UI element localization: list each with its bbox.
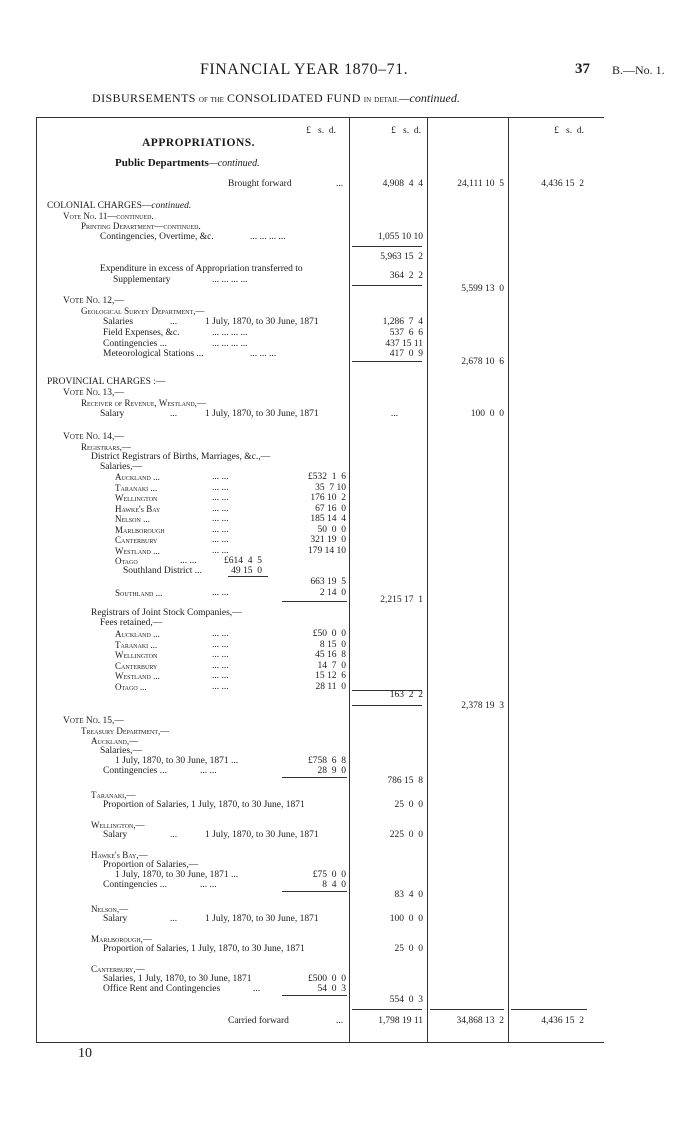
- subtitle-fund: CONSOLIDATED FUND: [226, 91, 361, 105]
- geo-contingencies: Contingencies ...: [103, 339, 167, 349]
- row-amount: 67 16 0: [315, 503, 346, 514]
- hawkes-period: 1 July, 1870, to 30 June, 1871 ...: [115, 870, 239, 880]
- auckland-contingencies-amt: 28 9 0: [317, 766, 346, 776]
- subtitle-main: DISBURSEMENTS: [92, 91, 196, 105]
- row-name: Auckland ...: [115, 629, 160, 639]
- rule: [511, 1009, 587, 1010]
- canterbury-total: 554 0 3: [389, 995, 423, 1005]
- dots: ... ...: [212, 629, 229, 639]
- canterbury-heading: Canterbury,—: [91, 964, 145, 974]
- dots: ... ... ... ...: [250, 232, 286, 242]
- row-amount: 185 14 4: [310, 514, 346, 524]
- meteorological-amt: 417 0 9: [389, 349, 423, 359]
- subtitle-of: of the: [198, 94, 224, 105]
- receiver-of-revenue: Receiver of Revenue, Westland,—: [81, 398, 206, 408]
- dots: ... ...: [212, 535, 229, 545]
- canterbury-salaries-amt: £500 0 0: [308, 974, 346, 984]
- column-header-2: £ s. d.: [391, 126, 421, 136]
- brought-forward-c3: 4,436 15 2: [541, 179, 584, 189]
- dots: ... ...: [212, 545, 229, 556]
- carried-forward-c2: 34,868 13 2: [456, 1016, 504, 1026]
- dots: ...: [170, 830, 178, 840]
- dots: ...: [170, 914, 178, 924]
- subtitle-detail: detail: [374, 94, 399, 105]
- field-expenses-amt: 537 6 6: [389, 328, 423, 338]
- row-amount: 179 14 10: [308, 545, 346, 556]
- contingencies-overtime: Contingencies, Overtime, &c.: [100, 232, 214, 242]
- row-amount: 28 11 0: [315, 681, 346, 692]
- canterbury-salaries: Salaries, 1 July, 1870, to 30 June, 1871: [103, 974, 252, 984]
- dots: ... ...: [200, 766, 217, 776]
- dots: ...: [336, 1016, 344, 1026]
- geo-salaries-period: 1 July, 1870, to 30 June, 1871: [205, 317, 319, 327]
- row-name: Nelson ...: [115, 514, 150, 524]
- rule: [228, 576, 268, 577]
- dots: ... ...: [212, 472, 229, 482]
- dots: ... ...: [212, 681, 229, 692]
- taranaki-line: Proportion of Salaries, 1 July, 1870, to 30 June, 1871: [103, 800, 305, 810]
- hawkes-salaries-amt: £75 0 0: [312, 870, 346, 880]
- rule: [282, 601, 347, 602]
- auckland-period: 1 July, 1870, to 30 June, 1871 ...: [115, 756, 239, 766]
- rule: [282, 777, 347, 778]
- appropriations-heading: APPROPRIATIONS.: [142, 137, 256, 149]
- excess-amt: 364 2 2: [389, 271, 423, 281]
- receiver-c1: ...: [390, 409, 398, 419]
- hawkes-total: 83 4 0: [394, 890, 423, 900]
- dots: ... ... ...: [250, 349, 277, 359]
- excess-line-2: Supplementary: [113, 275, 171, 285]
- dots: ... ...: [180, 556, 197, 566]
- column-divider-3: [508, 117, 509, 1042]
- dots: ... ...: [212, 671, 229, 681]
- otago-total: 663 19 5: [310, 577, 346, 587]
- row-name: Canterbury: [115, 660, 158, 671]
- footer-page-number: 10: [78, 1046, 92, 1061]
- row-amount: 15 12 6: [315, 671, 346, 681]
- public-departments-heading: [115, 158, 260, 169]
- section-subtitle: [92, 92, 460, 105]
- dots: ... ...: [212, 650, 229, 660]
- column-divider-1: [349, 117, 350, 1042]
- marlborough-line: Proportion of Salaries, 1 July, 1870, to 30 June, 1871: [103, 944, 305, 954]
- joint-stock-registrars: Registrars of Joint Stock Companies,—: [91, 608, 242, 618]
- dots: ... ...: [212, 503, 229, 514]
- fees-retained: Fees retained,—: [100, 618, 163, 628]
- vote-11: Vote No. 11—continued.: [63, 211, 154, 221]
- auckland-contingencies: Contingencies ...: [103, 766, 167, 776]
- field-expenses: Field Expenses, &c.: [103, 328, 180, 338]
- hawkes-bay-heading: Hawke's Bay,—: [91, 850, 148, 860]
- joint-total: 163 2 2: [389, 690, 423, 700]
- public-departments-continued: —continued.: [208, 158, 260, 169]
- geo-salaries-amt: 1,286 7 4: [382, 317, 423, 327]
- nelson-heading: Nelson,—: [91, 904, 129, 914]
- rule: [352, 246, 422, 247]
- row-amount: 45 16 8: [315, 650, 346, 660]
- carried-forward-c3: 4,436 15 2: [541, 1016, 584, 1026]
- receiver-salary: Salary: [100, 409, 125, 419]
- page-number: 37: [575, 61, 590, 77]
- district-registrars: District Registrars of Births, Marriages, &c.,—: [91, 452, 271, 462]
- row-amount: £50 0 0: [312, 629, 346, 639]
- dots: ... ...: [212, 493, 229, 503]
- nelson-amt: 100 0 0: [389, 914, 423, 924]
- row-name: Westland ...: [115, 545, 160, 556]
- geo-salaries: Salaries: [103, 317, 134, 327]
- brought-forward-c1: 4,908 4 4: [382, 179, 423, 189]
- otago-label: Otago: [115, 556, 138, 566]
- vote-14-total: 2,378 19 3: [461, 701, 504, 711]
- vote-12: Vote No. 12,—: [63, 296, 124, 306]
- row-amount: 50 0 0: [317, 524, 346, 535]
- row-amount: 14 7 0: [317, 660, 346, 671]
- receiver-period: 1 July, 1870, to 30 June, 1871: [205, 409, 319, 419]
- provincial-heading: PROVINCIAL CHARGES :—: [47, 377, 166, 387]
- page-title: FINANCIAL YEAR 1870–71.: [200, 61, 409, 78]
- receiver-c2: 100 0 0: [470, 409, 504, 419]
- carried-forward-label: Carried forward: [228, 1016, 289, 1026]
- taranaki-heading: Taranaki,—: [91, 790, 136, 800]
- subtitle-in: in: [363, 94, 372, 105]
- row-name: Marlborough: [115, 524, 165, 535]
- printing-department: Printing Department—continued.: [81, 221, 201, 231]
- public-departments-label: Public Departments: [115, 157, 209, 169]
- registrars: Registrars,—: [81, 442, 131, 452]
- row-name: Westland ...: [115, 671, 160, 681]
- wellington-heading: Wellington,—: [91, 820, 145, 830]
- rule: [352, 705, 422, 706]
- table-bottom-border: [36, 1042, 604, 1043]
- dots: ... ...: [200, 880, 217, 890]
- column-header-3: £ s. d.: [554, 126, 584, 136]
- dots: ...: [170, 409, 178, 419]
- vote-11-total: 5,599 13 0: [461, 284, 504, 294]
- row-amount: £532 1 6: [308, 472, 346, 482]
- colonial-heading-cont: continued.: [151, 201, 192, 211]
- contingencies-overtime-amt: 1,055 10 10: [377, 232, 423, 242]
- auckland-salaries: Salaries,—: [100, 746, 142, 756]
- hawkes-contingencies: Contingencies ...: [103, 880, 167, 890]
- vote-14: Vote No. 14,—: [63, 432, 124, 442]
- rule: [352, 285, 422, 286]
- hawkes-proportion: Proportion of Salaries,—: [103, 860, 199, 870]
- row-amount: 176 10 2: [310, 493, 346, 503]
- column-divider-2: [427, 117, 428, 1042]
- southland-district-amt: 49 15 0: [231, 566, 262, 576]
- wellington-salary: Salary: [103, 830, 128, 840]
- dots: ...: [170, 317, 178, 327]
- southland-amt: 2 14 0: [319, 588, 346, 598]
- dots: ...: [336, 179, 344, 189]
- auckland-total: 786 15 8: [387, 776, 423, 786]
- canterbury-office-amt: 54 0 3: [317, 984, 346, 994]
- vote-13: Vote No. 13,—: [63, 388, 124, 398]
- dots: ... ...: [212, 588, 229, 598]
- hawkes-contingencies-amt: 8 4 0: [322, 880, 346, 890]
- southland-district: Southland District ...: [123, 566, 202, 576]
- rule: [352, 361, 422, 362]
- column-header-1: £ s. d.: [306, 126, 336, 136]
- marlborough-heading: Marlborough,—: [91, 934, 152, 944]
- dots: ...: [253, 984, 261, 994]
- row-name: Wellington: [115, 650, 158, 660]
- row-name: Hawke's Bay: [115, 503, 161, 514]
- district-total: 2,215 17 1: [380, 595, 423, 605]
- auckland-salaries-amt: £758 6 8: [308, 756, 346, 766]
- document-ref: B.—No. 1.: [612, 63, 665, 77]
- carried-forward-c1: 1,798 19 11: [378, 1016, 423, 1026]
- dots: ... ...: [212, 514, 229, 524]
- row-name: Canterbury: [115, 535, 158, 545]
- row-amount: 35 7 10: [315, 482, 346, 493]
- rule: [282, 995, 347, 996]
- table-top-border: [36, 117, 604, 118]
- colonial-subtotal: 5,963 15 2: [380, 252, 423, 262]
- row-name: Auckland ...: [115, 472, 160, 482]
- southland-label: Southland ...: [115, 588, 163, 598]
- taranaki-amt: 25 0 0: [394, 800, 423, 810]
- subtitle-continued: —continued.: [398, 91, 460, 105]
- row-name: Taranaki ...: [115, 482, 158, 493]
- meteorological-stations: Meteorological Stations ...: [103, 349, 204, 359]
- row-amount: 321 19 0: [310, 535, 346, 545]
- marlborough-amt: 25 0 0: [394, 944, 423, 954]
- row-name: Taranaki ...: [115, 639, 158, 650]
- rule: [352, 1009, 422, 1010]
- treasury-department: Treasury Department,—: [81, 726, 170, 736]
- dots: ... ... ... ...: [212, 339, 248, 349]
- dots: ... ...: [212, 639, 229, 650]
- nelson-salary: Salary: [103, 914, 128, 924]
- row-amount: 8 15 0: [319, 639, 346, 650]
- table-left-border: [36, 117, 37, 1042]
- brought-forward-label: Brought forward: [228, 179, 292, 189]
- geo-contingencies-amt: 437 15 11: [385, 339, 423, 349]
- vote-12-total: 2,678 10 6: [461, 357, 504, 367]
- dots: ... ...: [212, 660, 229, 671]
- dots: ... ...: [212, 482, 229, 493]
- canterbury-office: Office Rent and Contingencies: [103, 984, 221, 994]
- rule: [430, 1009, 504, 1010]
- colonial-heading-label: COLONIAL CHARGES—: [47, 201, 152, 211]
- geological-survey: Geological Survey Department,—: [81, 306, 205, 316]
- excess-line-1: Expenditure in excess of Appropriation transferred to: [100, 264, 303, 274]
- wellington-amt: 225 0 0: [389, 830, 423, 840]
- otago-amt: £614 4 5: [224, 556, 262, 566]
- vote-15: Vote No. 15,—: [63, 716, 124, 726]
- rule: [282, 891, 347, 892]
- auckland-heading: Auckland,—: [91, 736, 139, 746]
- district-salaries: Salaries,—: [100, 462, 142, 472]
- nelson-period: 1 July, 1870, to 30 June, 1871: [205, 914, 319, 924]
- row-name: Otago ...: [115, 681, 147, 692]
- wellington-period: 1 July, 1870, to 30 June, 1871: [205, 830, 319, 840]
- dots: ... ... ... ...: [212, 328, 248, 338]
- dots: ... ...: [212, 524, 229, 535]
- brought-forward-c2: 24,111 10 5: [457, 179, 504, 189]
- dots: ... ... ... ...: [212, 275, 248, 285]
- row-name: Wellington: [115, 493, 158, 503]
